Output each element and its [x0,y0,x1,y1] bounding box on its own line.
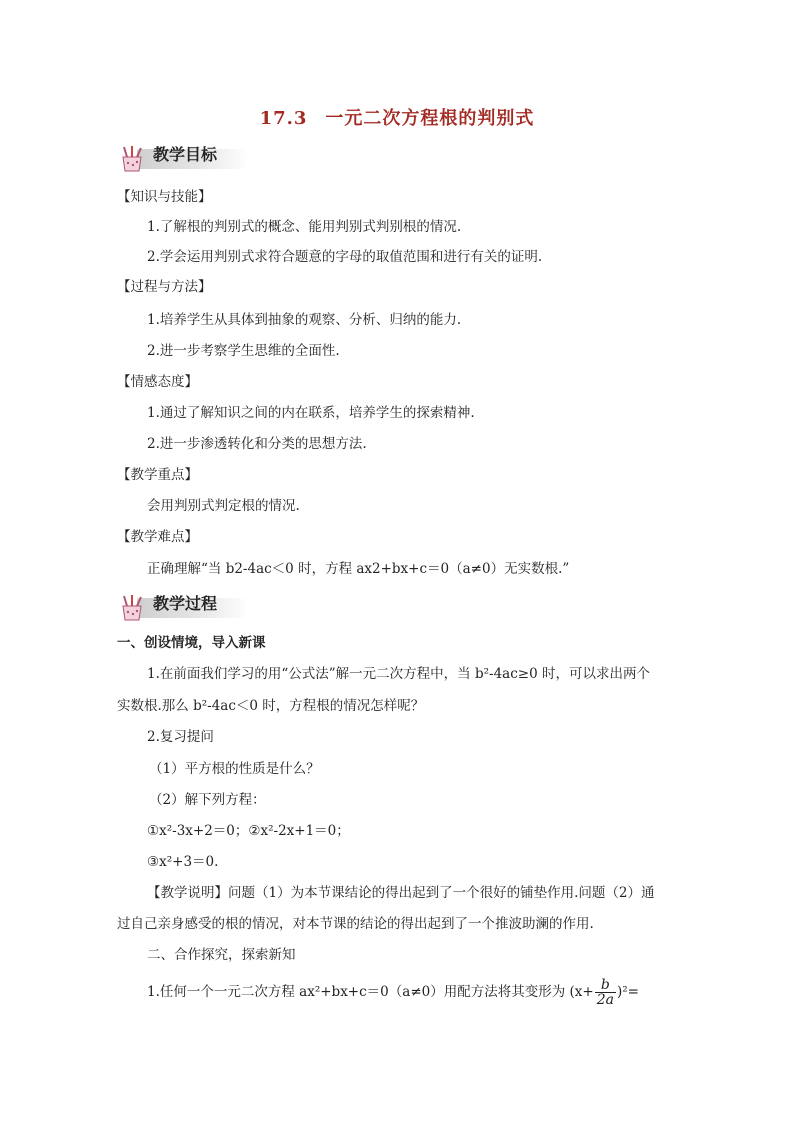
pencil-cup-icon [117,594,147,622]
knowledge-item-1: 1.了解根的判别式的概念、能用判别式判别根的情况. [147,219,462,235]
equations-line-1: ①x²-3x+2＝0；②x²-2x+1＝0； [147,823,350,839]
process-banner [117,594,247,622]
title-text: 一元二次方程根的判别式 [325,108,535,129]
section-number: 17.3 [259,108,308,129]
fraction [595,978,616,1007]
key-point-heading: 【教学重点】 [117,467,198,483]
difficulty-heading: 【教学难点】 [117,529,198,545]
process-heading: 【过程与方法】 [117,279,212,295]
knowledge-heading: 【知识与技能】 [117,189,212,205]
emotion-item-1: 1.通过了解知识之间的内在联系，培养学生的探索精神. [147,405,475,421]
banner-label: 教学目标 [153,145,218,164]
difficulty-item: 正确理解“当 b2-4ac＜0 时，方程 ax2+bx+c＝0（a≠0）无实数根.” [147,561,570,577]
completing-square-line [147,978,639,1007]
completing-square-text: 1.任何一个一元二次方程 ax²+bx+c＝0（a≠0）用配方法将其变形为 [147,984,566,1000]
expression-prefix: (x+ [569,984,594,1000]
emotion-item-2: 2.进一步渗透转化和分类的思想方法. [147,436,367,452]
question-2: （2）解下列方程： [149,792,266,808]
key-point-item: 会用判别式判定根的情况. [147,498,300,514]
banner-label: 教学过程 [153,594,218,613]
emotion-heading: 【情感态度】 [117,374,198,390]
intro-line-1: 1.在前面我们学习的用“公式法”解一元二次方程中，当 b²-4ac≥0 时，可以求出两个 [147,666,650,682]
knowledge-item-2: 2.学会运用判别式求符合题意的字母的取值范围和进行有关的证明. [147,249,543,265]
intro-line-2: 实数根.那么 b²-4ac＜0 时，方程根的情况怎样呢？ [117,698,425,714]
part2-heading: 二、合作探究，探索新知 [147,947,296,963]
fraction-numerator: b [595,978,616,993]
teaching-note-line-2: 过自己亲身感受的根的情况，对本节课的结论的得出起到了一个推波助澜的作用. [117,916,594,932]
objectives-banner [117,145,247,173]
teaching-note-line-1: 【教学说明】问题（1）为本节课结论的得出起到了一个很好的铺垫作用.问题（2）通 [147,885,655,901]
question-1: （1）平方根的性质是什么？ [149,761,320,777]
review-heading: 2.复习提问 [147,729,214,745]
process-item-2: 2.进一步考察学生思维的全面性. [147,343,340,359]
part1-heading: 一、创设情境，导入新课 [117,635,266,651]
pencil-cup-icon [117,145,147,173]
page-title [0,104,794,130]
equations-line-2: ③x²+3＝0. [147,854,219,870]
expression-suffix: )²= [617,984,639,1000]
fraction-denominator: 2a [596,992,614,1008]
process-item-1: 1.培养学生从具体到抽象的观察、分析、归纳的能力. [147,312,462,328]
